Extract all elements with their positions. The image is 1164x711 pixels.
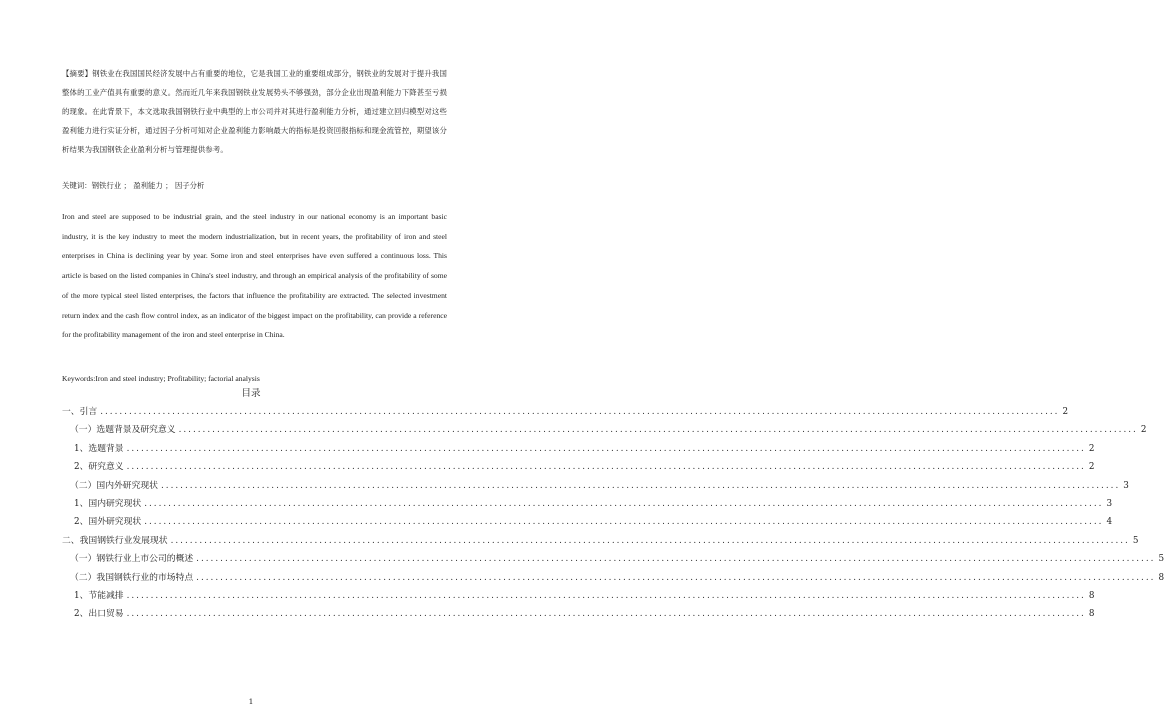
toc-entry-page: 8: [1158, 572, 1164, 583]
toc-entry[interactable]: [62, 403, 1069, 421]
toc-leader-dots: ........................................................................................................................................................................................................: [196, 554, 1156, 565]
toc-entry[interactable]: [62, 421, 1147, 439]
toc-leader-dots: ........................................................................................................................................................................................................: [126, 462, 1086, 473]
toc-entry[interactable]: [62, 495, 1113, 513]
toc-leader-dots: ........................................................................................................................................................................................................: [144, 517, 1104, 528]
table-of-contents: [62, 403, 1164, 624]
toc-entry-label: 2、研究意义: [74, 462, 124, 473]
toc-entry-page: 3: [1123, 480, 1129, 491]
toc-entry-label: （一）钢铁行业上市公司的概述: [70, 554, 194, 565]
toc-leader-dots: ........................................................................................................................................................................................................: [100, 407, 1060, 417]
toc-entry-page: 2: [1140, 425, 1147, 436]
toc-entry-page: 5: [1132, 535, 1139, 546]
toc-entry-label: 2、出口贸易: [74, 609, 124, 620]
toc-entry-label: （二）国内外研究现状: [70, 480, 158, 491]
english-abstract: Iron and steel are supposed to be industrial grain, and the steel industry in our national economy is an important basic industry, it is the key industry to meet the modern industrialization, but in recent years, the profitability of iron and steel enterprises in China is declining year by year. Some iron and steel enterprises have even suffered a continuous loss. This article is based on the listed companies in China's steel industry, and through an empirical analysis of the profitability of some of the more typical steel listed enterprises, the factors that influence the profitability are extracted. The selected investment return index and the cash flow control index, as an indicator of the biggest impact on the profitability, can provide a reference for the profitability management of the iron and steel enterprise in China.: [62, 212, 447, 340]
toc-entry-page: 8: [1088, 590, 1095, 601]
toc-entry-label: 1、国内研究现状: [74, 498, 142, 509]
toc-entry[interactable]: [62, 532, 1139, 550]
chinese-abstract: 【摘要】钢铁业在我国国民经济发展中占有重要的地位，它是我国工业的重要组成部分，钢铁业的发展对于提升我国整体的工业产值具有重要的意义。然而近几年来我国钢铁业发展势头不够强劲，部分企业出现盈利能力下降甚至亏损的现象。在此背景下，本文选取我国钢铁行业中典型的上市公司并对其进行盈利能力分析，通过建立回归模型对这些盈利能力进行实证分析，通过因子分析可知对企业盈利能力影响最大的指标是投资回报指标和现金流管控，期望该分析结果为我国钢铁企业盈利分析与管理提供参考。: [62, 69, 447, 154]
chinese-keywords: 关键词：钢铁行业 ； 盈利能力 ； 因子分析: [62, 181, 205, 190]
toc-entry[interactable]: [62, 587, 1095, 605]
toc-entry[interactable]: [62, 477, 1129, 495]
toc-leader-dots: ........................................................................................................................................................................................................: [160, 480, 1121, 491]
toc-entry[interactable]: [62, 605, 1095, 623]
toc-entry[interactable]: [62, 550, 1164, 568]
page-number: 1: [248, 697, 254, 706]
toc-title: 目录: [241, 388, 261, 399]
toc-entry-page: 3: [1106, 498, 1113, 509]
toc-entry-label: （一）选题背景及研究意义: [70, 425, 176, 436]
toc-entry-page: 5: [1158, 554, 1164, 565]
toc-leader-dots: ........................................................................................................................................................................................................: [178, 425, 1138, 436]
toc-entry-label: 一、引言: [62, 407, 98, 417]
toc-entry-label: 1、选题背景: [74, 443, 124, 454]
toc-entry-page: 2: [1088, 443, 1095, 454]
toc-entry-page: 4: [1106, 517, 1113, 528]
toc-entry[interactable]: [62, 440, 1095, 458]
toc-entry-label: （二）我国钢铁行业的市场特点: [70, 572, 194, 583]
toc-entry-page: 2: [1088, 462, 1095, 473]
toc-entry-page: 8: [1088, 609, 1095, 620]
toc-leader-dots: ........................................................................................................................................................................................................: [126, 590, 1086, 601]
toc-leader-dots: ........................................................................................................................................................................................................: [144, 498, 1104, 509]
toc-entry-label: 1、节能减排: [74, 590, 124, 601]
toc-entry[interactable]: [62, 458, 1095, 476]
toc-leader-dots: ........................................................................................................................................................................................................: [126, 609, 1086, 620]
toc-leader-dots: ........................................................................................................................................................................................................: [196, 572, 1156, 583]
toc-entry-label: 二、我国钢铁行业发展现状: [62, 535, 168, 546]
toc-entry-page: 2: [1062, 407, 1069, 417]
toc-entry[interactable]: [62, 513, 1113, 531]
toc-leader-dots: ........................................................................................................................................................................................................: [126, 443, 1086, 454]
toc-leader-dots: ........................................................................................................................................................................................................: [170, 535, 1130, 546]
toc-entry-label: 2、国外研究现状: [74, 517, 142, 528]
english-keywords: Keywords:Iron and steel industry; Profitability; factorial analysis: [62, 374, 260, 383]
toc-entry[interactable]: [62, 569, 1164, 587]
